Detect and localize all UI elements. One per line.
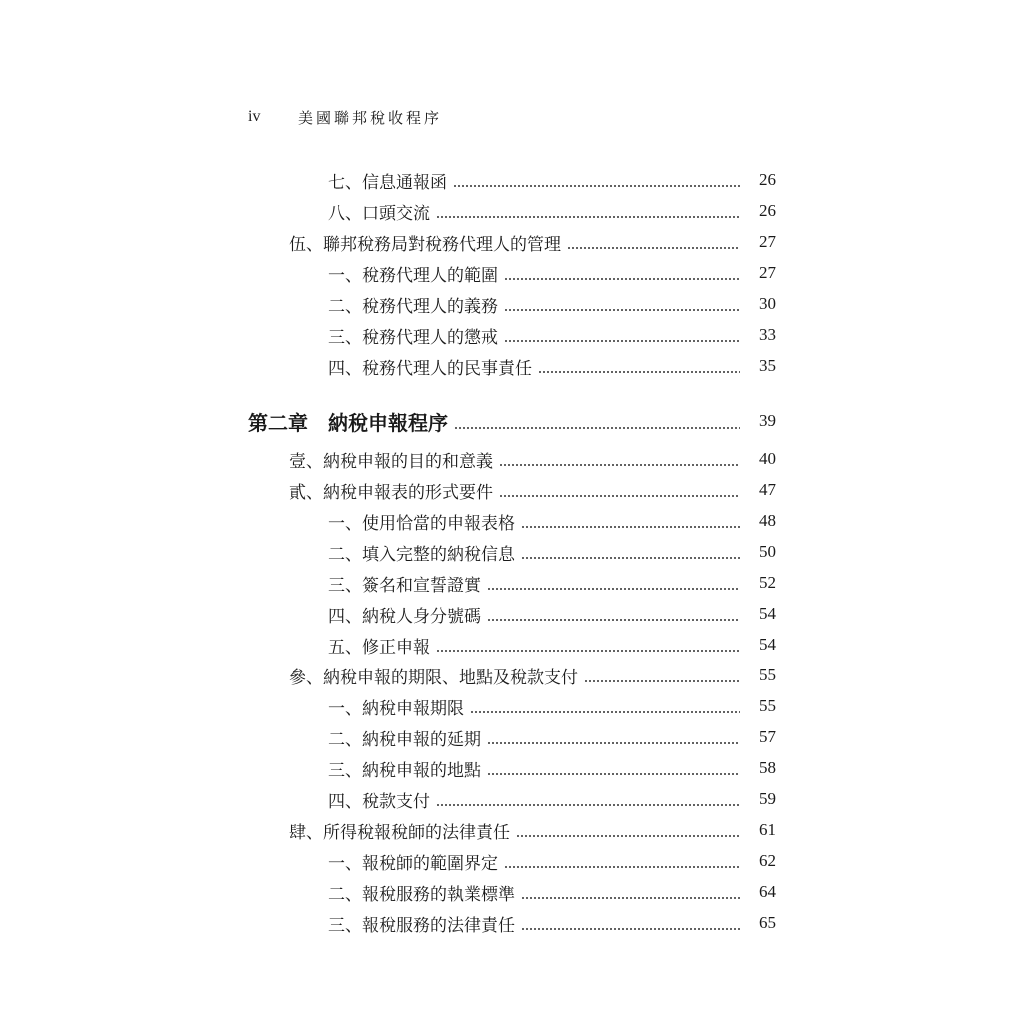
dot-leader xyxy=(436,635,740,655)
toc-entry-page: 55 xyxy=(759,665,776,684)
toc-entry-page: 62 xyxy=(759,851,776,870)
toc-entry-page: 61 xyxy=(759,820,776,839)
toc-entry-page: 27 xyxy=(759,232,776,251)
toc-entry-title: 一、使用恰當的申報表格 xyxy=(328,513,515,534)
toc-entry-title: 二、填入完整的納稅信息 xyxy=(328,544,515,565)
chapter-number: 第二章 xyxy=(248,410,308,435)
toc-entry-title: 三、納稅申報的地點 xyxy=(328,760,481,781)
toc-entry-title: 五、修正申報 xyxy=(328,637,430,658)
toc-entry-title: 四、稅款支付 xyxy=(328,791,430,812)
dot-leader xyxy=(470,696,740,716)
book-title: 美國聯邦稅收程序 xyxy=(298,108,443,127)
toc-entry xyxy=(328,600,776,628)
toc-entry xyxy=(328,538,776,566)
toc-entry xyxy=(289,476,776,504)
toc-entry-title: 二、納稅申報的延期 xyxy=(328,729,481,750)
toc-entry-page: 48 xyxy=(759,511,776,530)
toc-entry-title: 二、稅務代理人的義務 xyxy=(328,296,498,317)
toc-entry xyxy=(328,878,776,906)
toc-entry-page: 50 xyxy=(759,542,776,561)
toc-entry xyxy=(328,754,776,782)
toc-entry-title: 二、報稅服務的執業標準 xyxy=(328,884,515,905)
dot-leader xyxy=(454,411,740,431)
toc-entry xyxy=(289,661,776,689)
dot-leader xyxy=(499,480,740,500)
dot-leader xyxy=(584,665,740,685)
dot-leader xyxy=(521,882,740,902)
toc-entry-title: 八、口頭交流 xyxy=(328,203,430,224)
toc-entry xyxy=(289,445,776,473)
toc-entry xyxy=(328,166,776,194)
toc-entry-title: 肆、所得稅報稅師的法律責任 xyxy=(289,822,510,843)
dot-leader xyxy=(487,604,740,624)
dot-leader xyxy=(499,449,740,469)
dot-leader xyxy=(487,573,740,593)
dot-leader xyxy=(504,851,740,871)
toc-entry-page: 47 xyxy=(759,480,776,499)
toc-entry-page: 27 xyxy=(759,263,776,282)
toc-entry xyxy=(328,321,776,349)
toc-entry-page: 26 xyxy=(759,170,776,189)
toc-entry-page: 55 xyxy=(759,696,776,715)
dot-leader xyxy=(453,170,740,190)
toc-entry-page: 57 xyxy=(759,727,776,746)
dot-leader xyxy=(521,511,740,531)
toc-entry-page: 33 xyxy=(759,325,776,344)
dot-leader xyxy=(436,789,740,809)
toc-entry-page: 35 xyxy=(759,356,776,375)
toc-entry-title: 參、納稅申報的期限、地點及稅款支付 xyxy=(289,667,578,688)
toc-entry-page: 54 xyxy=(759,604,776,623)
toc-entry-title: 壹、納稅申報的目的和意義 xyxy=(289,451,493,472)
dot-leader xyxy=(487,758,740,778)
toc-entry xyxy=(328,785,776,813)
toc-entry xyxy=(328,692,776,720)
toc-entry xyxy=(328,507,776,535)
toc-entry-title: 三、報稅服務的法律責任 xyxy=(328,915,515,936)
toc-entry-title: 七、信息通報函 xyxy=(328,172,447,193)
dot-leader xyxy=(504,294,740,314)
toc-entry-title: 四、稅務代理人的民事責任 xyxy=(328,358,532,379)
dot-leader xyxy=(487,727,740,747)
toc-entry-page: 52 xyxy=(759,573,776,592)
toc-entry xyxy=(328,909,776,937)
toc-entry-page: 59 xyxy=(759,789,776,808)
toc-entry xyxy=(328,723,776,751)
dot-leader xyxy=(436,201,740,221)
toc-entry-page: 26 xyxy=(759,201,776,220)
page-number: iv xyxy=(248,108,261,125)
dot-leader xyxy=(567,232,740,252)
toc-entry-page: 40 xyxy=(759,449,776,468)
toc-entry xyxy=(328,847,776,875)
dot-leader xyxy=(521,542,740,562)
toc-entry xyxy=(289,816,776,844)
toc-entry-title: 三、簽名和宣誓證實 xyxy=(328,575,481,596)
toc-entry xyxy=(328,631,776,659)
toc-entry-page: 64 xyxy=(759,882,776,901)
toc-entry xyxy=(328,352,776,380)
toc-entry xyxy=(328,259,776,287)
toc-entry xyxy=(328,290,776,318)
chapter-title: 納稅申報程序 xyxy=(328,410,448,435)
chapter-page: 39 xyxy=(759,411,776,430)
dot-leader xyxy=(538,356,740,376)
toc-entry-title: 一、稅務代理人的範圍 xyxy=(328,265,498,286)
dot-leader xyxy=(504,263,740,283)
toc-entry xyxy=(328,569,776,597)
toc-entry-title: 伍、聯邦稅務局對稅務代理人的管理 xyxy=(289,234,561,255)
toc-entry-page: 58 xyxy=(759,758,776,777)
toc-chapter-heading xyxy=(248,407,776,435)
toc-entry-title: 一、報稅師的範圍界定 xyxy=(328,853,498,874)
toc-entry-title: 三、稅務代理人的懲戒 xyxy=(328,327,498,348)
dot-leader xyxy=(504,325,740,345)
toc-entry-title: 一、納稅申報期限 xyxy=(328,698,464,719)
toc-entry-title: 貳、納稅申報表的形式要件 xyxy=(289,482,493,503)
toc-entry xyxy=(289,228,776,256)
toc-entry-page: 30 xyxy=(759,294,776,313)
dot-leader xyxy=(521,913,740,933)
toc-entry xyxy=(328,197,776,225)
dot-leader xyxy=(516,820,740,840)
toc-entry-title: 四、納稅人身分號碼 xyxy=(328,606,481,627)
toc-entry-page: 65 xyxy=(759,913,776,932)
toc-entry-page: 54 xyxy=(759,635,776,654)
